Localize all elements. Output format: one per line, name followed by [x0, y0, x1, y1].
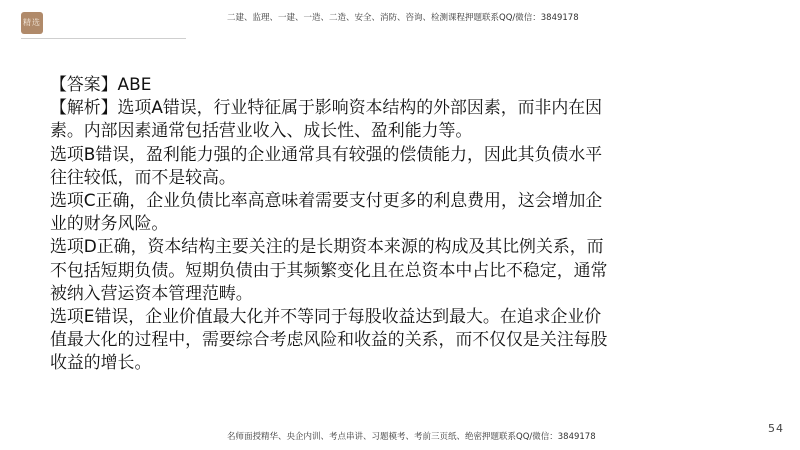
page-number: 54: [768, 422, 784, 435]
footer-contact-text: 名师面授精华、央企内训、考点串讲、习题模考、考前三页纸、绝密押题联系QQ/微信：3849178: [227, 432, 596, 442]
analysis-paragraph-d: 选项D正确，资本结构主要关注的是长期资本来源的构成及其比例关系，而不包括短期负债。短期负债由于其频繁变化且在总资本中占比不稳定，通常被纳入营运资本管理范畴。: [50, 236, 608, 303]
analysis-paragraph-c: 选项C正确，企业负债比率高意味着需要支付更多的利息费用，这会增加企业的财务风险。: [50, 190, 603, 234]
answer-line: 【答案】ABE: [50, 74, 152, 94]
analysis-paragraph-a: 【解析】选项A错误，行业特征属于影响资本结构的外部因素，而非内在因素。内部因素通常包括营业收入、成长性、盈利能力等。: [50, 97, 603, 141]
header-divider: [21, 38, 186, 39]
logo: 精选: [21, 12, 43, 34]
header-contact-text: 二建、监理、一建、一造、二造、安全、消防、咨询、检测课程押题联系QQ/微信：3849178: [227, 13, 579, 23]
analysis-paragraph-e: 选项E错误，企业价值最大化并不等同于每股收益达到最大。在追求企业价值最大化的过程中，需要综合考虑风险和收益的关系，而不仅仅是关注每股收益的增长。: [50, 306, 608, 373]
analysis-paragraph-b: 选项B错误，盈利能力强的企业通常具有较强的偿债能力，因此其负债水平往往较低，而不是较高。: [50, 143, 603, 187]
answer-content: [50, 73, 610, 375]
